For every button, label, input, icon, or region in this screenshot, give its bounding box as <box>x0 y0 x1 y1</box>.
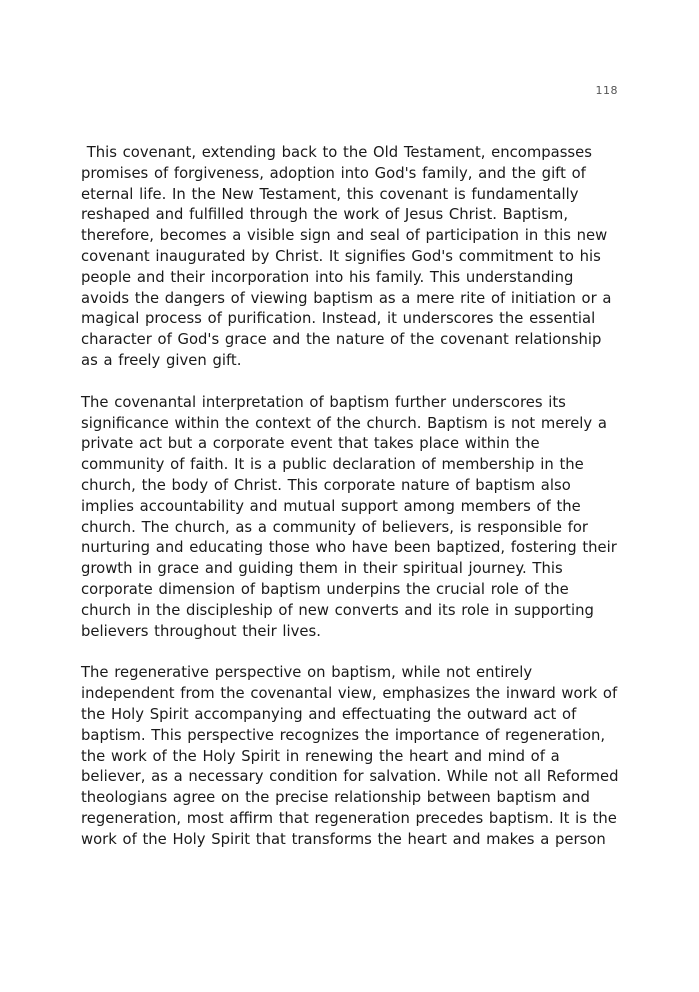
paragraph-covenant: This covenant, extending back to the Old Testament, encompasses promises of forgiveness, adoption into God's family, and the gift of eternal life. In the New Testament, this covenant is fundamentally reshaped and fulfilled through the work of Jesus Christ. Baptism, therefore, becomes a visible sign and seal of participation in this new covenant inaugurated by Christ. It signifies God's commitment to his people and their incorporation into his family. This understanding avoids the dangers of viewing baptism as a mere rite of initiation or a magical process of purification. Instead, it underscores the essential character of God's grace and the nature of the covenant relationship as a freely given gift. <box>81 144 618 369</box>
paragraph-covenantal-interpretation: The covenantal interpretation of baptism further underscores its significance within the context of the church. Baptism is not merely a private act but a corporate event that takes place within the community of faith. It is a public declaration of membership in the church, the body of Christ. This corporate nature of baptism also implies accountability and mutual support among members of the church. The church, as a community of believers, is responsible for nurturing and educating those who have been baptized, fostering their growth in grace and guiding them in their spiritual journey. This corporate dimension of baptism underpins the crucial role of the church in the discipleship of new converts and its role in supporting believers throughout their lives. <box>81 393 623 640</box>
paragraph-regenerative-perspective: The regenerative perspective on baptism, while not entirely independent from the covenantal view, emphasizes the inward work of the Holy Spirit accompanying and effectuating the outward act of baptism. This perspective recognizes the importance of regeneration, the work of the Holy Spirit in renewing the heart and mind of a believer, as a necessary condition for salvation. While not all Reformed theologians agree on the precise relationship between baptism and regeneration, most affirm that regeneration precedes baptism. It is the work of the Holy Spirit that transforms the heart and makes a person <box>81 664 625 848</box>
page-content <box>81 143 625 851</box>
page-number: 118 <box>595 84 618 97</box>
